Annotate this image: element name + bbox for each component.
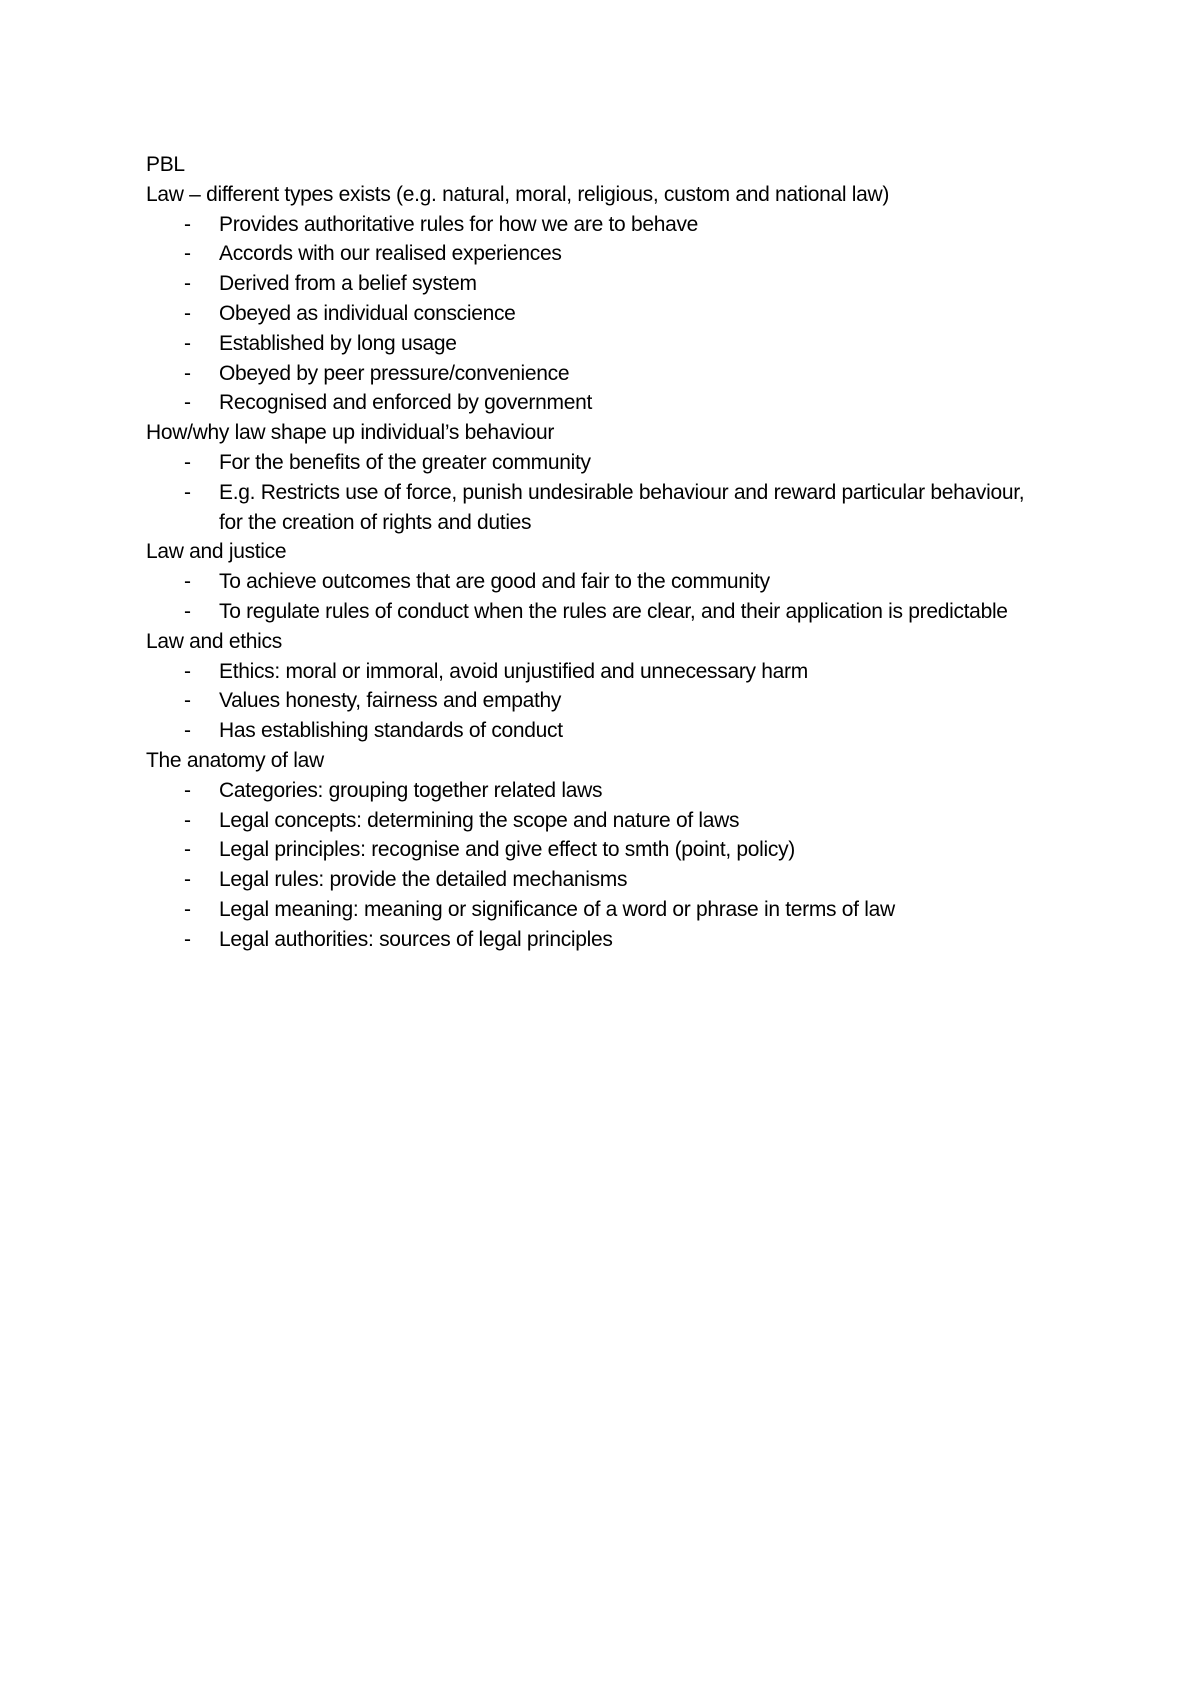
bullet-dash: - xyxy=(184,659,191,683)
list-item xyxy=(146,299,1046,329)
bullet-dash: - xyxy=(184,719,191,743)
bullet-dash: - xyxy=(184,927,191,951)
bullet-dash: - xyxy=(184,242,191,266)
list-item xyxy=(146,567,1046,597)
bullet-dash: - xyxy=(184,689,191,713)
bullet-dash: - xyxy=(184,331,191,355)
list-item xyxy=(146,657,1046,687)
list-item-text: Legal authorities: sources of legal principles xyxy=(219,927,613,951)
list-item-text: Legal principles: recognise and give effect to smth (point, policy) xyxy=(219,838,796,862)
list-item xyxy=(146,269,1046,299)
section xyxy=(146,746,1046,955)
list-item-text: Derived from a belief system xyxy=(219,272,477,296)
list-item-text: Obeyed by peer pressure/convenience xyxy=(219,361,570,385)
list-item-text: Ethics: moral or immoral, avoid unjustified and unnecessary harm xyxy=(219,659,808,683)
list-item-text: To regulate rules of conduct when the rules are clear, and their application is predictable xyxy=(219,599,1008,623)
bullet-dash: - xyxy=(184,897,191,921)
list-item-text: Categories: grouping together related laws xyxy=(219,778,603,802)
list-item xyxy=(146,716,1046,746)
bullet-dash: - xyxy=(184,212,191,236)
list-item-text: Legal meaning: meaning or significance of a word or phrase in terms of law xyxy=(219,897,895,921)
bullet-dash: - xyxy=(184,361,191,385)
list-item xyxy=(146,478,1046,538)
bullet-dash: - xyxy=(184,480,191,504)
list-item xyxy=(146,835,1046,865)
bullet-dash: - xyxy=(184,450,191,474)
section-heading: Law and ethics xyxy=(146,629,282,653)
document-body xyxy=(146,150,1046,955)
bullet-dash: - xyxy=(184,868,191,892)
list-item-text: Legal concepts: determining the scope and nature of laws xyxy=(219,808,740,832)
bullet-list xyxy=(146,567,1046,627)
list-item xyxy=(146,597,1046,627)
list-item-text: For the benefits of the greater community xyxy=(219,450,591,474)
bullet-list xyxy=(146,210,1046,419)
list-item-text: E.g. Restricts use of force, punish undesirable behaviour and reward particular behaviour, for the creation of rights and duties xyxy=(219,480,1025,534)
list-item xyxy=(146,329,1046,359)
list-item xyxy=(146,388,1046,418)
list-item xyxy=(146,925,1046,955)
section xyxy=(146,537,1046,626)
section xyxy=(146,418,1046,537)
section-heading: The anatomy of law xyxy=(146,748,324,772)
list-item-text: To achieve outcomes that are good and fair to the community xyxy=(219,570,770,594)
list-item-text: Provides authoritative rules for how we are to behave xyxy=(219,212,699,236)
sections-container xyxy=(146,180,1046,955)
list-item-text: Obeyed as individual conscience xyxy=(219,301,516,325)
list-item xyxy=(146,359,1046,389)
list-item-text: Legal rules: provide the detailed mechanisms xyxy=(219,868,628,892)
list-item xyxy=(146,239,1046,269)
list-item-text: Established by long usage xyxy=(219,331,457,355)
list-item xyxy=(146,806,1046,836)
section-heading: How/why law shape up individual’s behaviour xyxy=(146,421,555,445)
section xyxy=(146,180,1046,418)
bullet-list xyxy=(146,776,1046,955)
list-item xyxy=(146,865,1046,895)
document-title: PBL xyxy=(146,153,185,176)
list-item xyxy=(146,776,1046,806)
section-heading: Law – different types exists (e.g. natural, moral, religious, custom and national law) xyxy=(146,182,890,206)
list-item-text: Recognised and enforced by government xyxy=(219,391,592,415)
bullet-dash: - xyxy=(184,808,191,832)
bullet-dash: - xyxy=(184,301,191,325)
bullet-dash: - xyxy=(184,272,191,296)
bullet-dash: - xyxy=(184,391,191,415)
section-heading: Law and justice xyxy=(146,540,287,564)
list-item xyxy=(146,210,1046,240)
list-item xyxy=(146,686,1046,716)
list-item xyxy=(146,895,1046,925)
bullet-dash: - xyxy=(184,778,191,802)
bullet-list xyxy=(146,657,1046,746)
list-item xyxy=(146,448,1046,478)
bullet-list xyxy=(146,448,1046,537)
bullet-dash: - xyxy=(184,838,191,862)
bullet-dash: - xyxy=(184,599,191,623)
bullet-dash: - xyxy=(184,570,191,594)
list-item-text: Accords with our realised experiences xyxy=(219,242,562,266)
list-item-text: Has establishing standards of conduct xyxy=(219,719,563,743)
section xyxy=(146,627,1046,746)
list-item-text: Values honesty, fairness and empathy xyxy=(219,689,562,713)
